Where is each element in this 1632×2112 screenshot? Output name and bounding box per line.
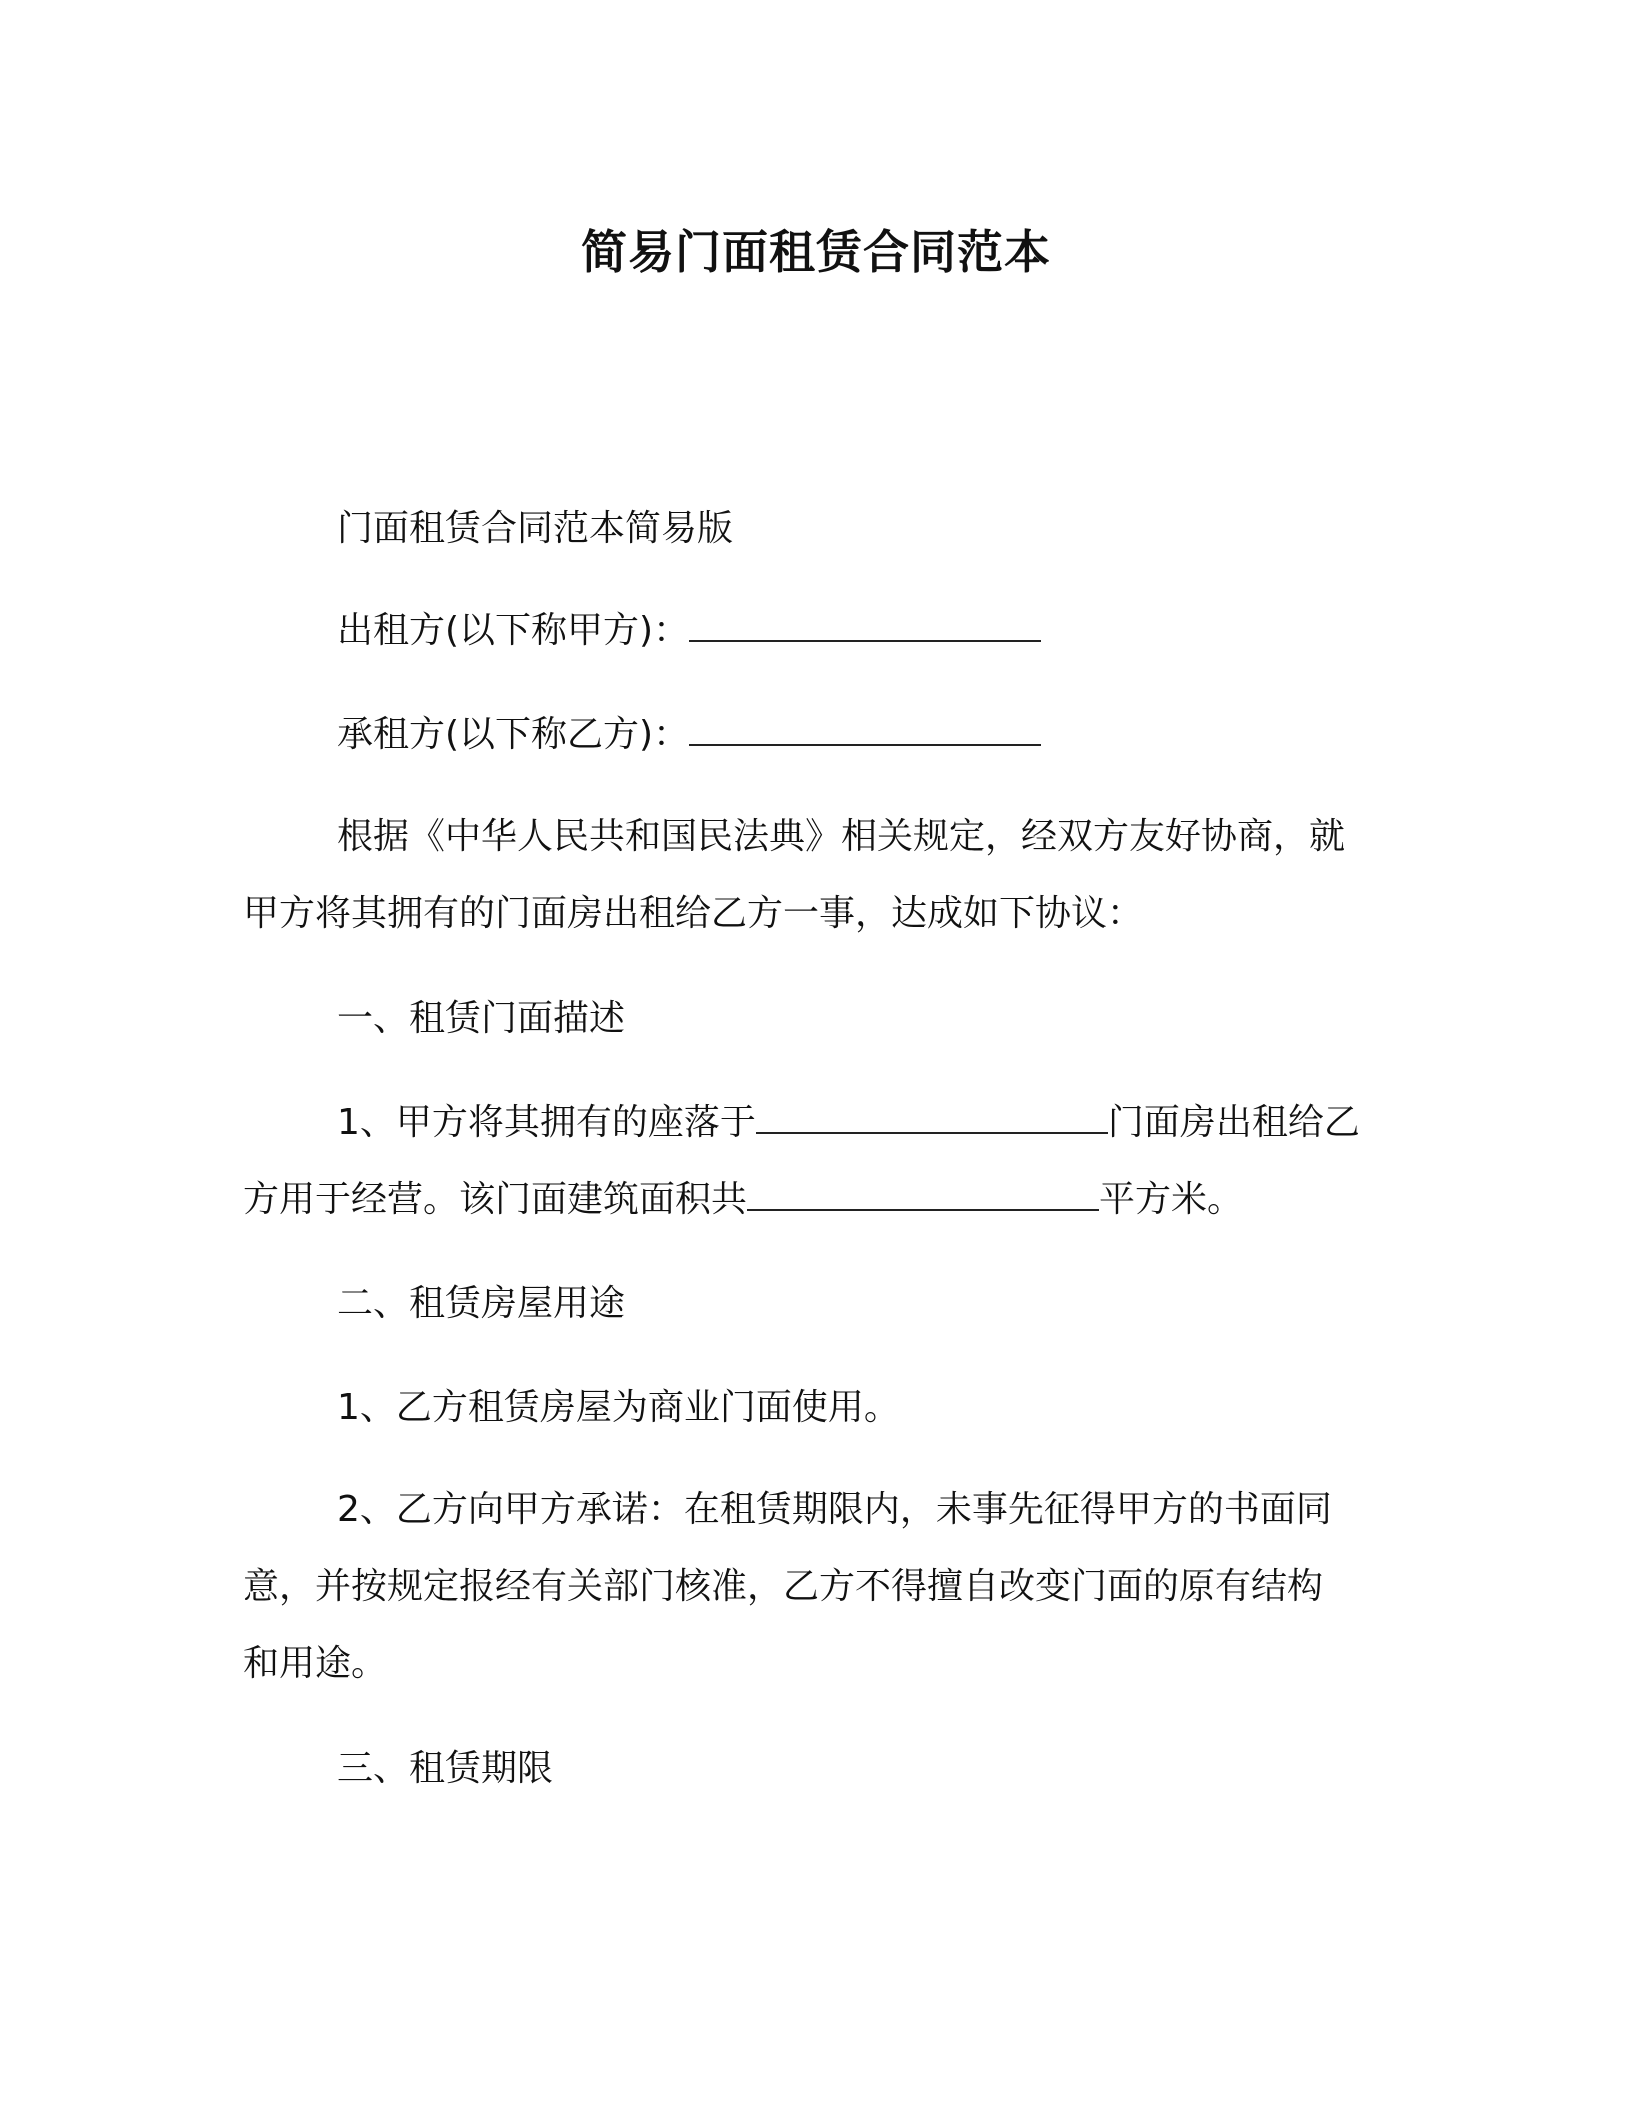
- section-2-heading-text: 二、租赁房屋用途: [337, 1283, 626, 1324]
- location-blank: [756, 1102, 1108, 1134]
- section-2-heading: [243, 1265, 1388, 1342]
- preamble-line-1: [243, 798, 1388, 875]
- section-2-item-2-line-1: [243, 1471, 1388, 1548]
- section-2-item-2-line-3: [243, 1625, 1388, 1702]
- section-1-heading-text: 一、租赁门面描述: [337, 998, 626, 1039]
- lessor-line: [243, 592, 1388, 669]
- lessor-label: 出租方(以下称甲方)：: [337, 610, 690, 651]
- section-2-item-1: [243, 1369, 1388, 1446]
- subtitle-line: [243, 490, 1388, 567]
- s1-item1-text-c: 方用于经营。该门面建筑面积共: [243, 1179, 748, 1220]
- preamble-text-1: 根据《中华人民共和国民法典》相关规定，经双方友好协商，就: [337, 816, 1346, 857]
- lessor-blank: [689, 610, 1041, 642]
- section-1-item-1-line-2: [243, 1161, 1388, 1238]
- section-1-item-1-line-1: [243, 1084, 1388, 1161]
- s2-item2-text-1: 2、乙方向甲方承诺：在租赁期限内，未事先征得甲方的书面同: [337, 1489, 1332, 1530]
- s1-item1-text-b: 门面房出租给乙: [1107, 1102, 1360, 1143]
- section-1-heading: [243, 980, 1388, 1057]
- area-blank: [747, 1179, 1099, 1211]
- s2-item1-text: 1、乙方租赁房屋为商业门面使用。: [337, 1387, 900, 1428]
- preamble-line-2: [243, 875, 1388, 952]
- s1-item1-text-d: 平方米。: [1099, 1179, 1244, 1220]
- section-3-heading-text: 三、租赁期限: [337, 1748, 554, 1789]
- s2-item2-text-3: 和用途。: [243, 1643, 388, 1684]
- lessee-blank: [689, 714, 1041, 746]
- preamble-text-2: 甲方将其拥有的门面房出租给乙方一事，达成如下协议：: [243, 893, 1144, 934]
- section-3-heading: [243, 1730, 1388, 1807]
- s1-item1-text-a: 1、甲方将其拥有的座落于: [337, 1102, 756, 1143]
- lessee-label: 承租方(以下称乙方)：: [337, 714, 690, 755]
- document-title: 简易门面租赁合同范本: [581, 225, 1051, 279]
- section-2-item-2-line-2: [243, 1548, 1388, 1625]
- subtitle-text: 门面租赁合同范本简易版: [337, 508, 734, 549]
- lessee-line: [243, 696, 1388, 773]
- s2-item2-text-2: 意，并按规定报经有关部门核准，乙方不得擅自改变门面的原有结构: [243, 1566, 1324, 1607]
